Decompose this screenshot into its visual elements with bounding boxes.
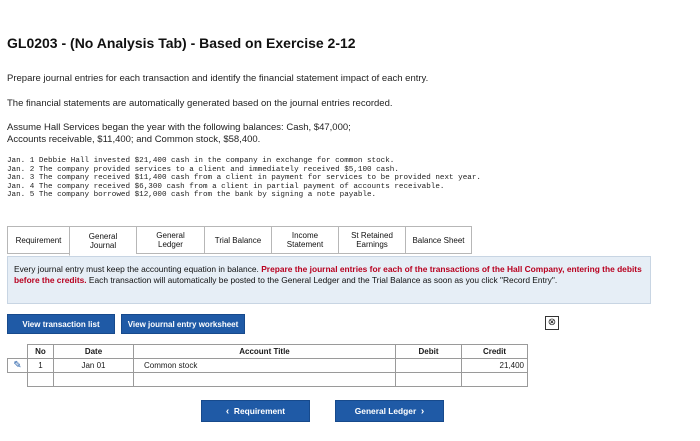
cell-debit — [396, 359, 462, 373]
view-journal-worksheet-button[interactable]: View journal entry worksheet — [121, 314, 245, 334]
edit-column-header — [8, 345, 28, 359]
instruction-line-3b: Accounts receivable, $11,400; and Common stock, $58,400. — [7, 134, 261, 145]
tab-trial-balance[interactable]: Trial Balance — [204, 226, 271, 254]
next-general-ledger-button[interactable]: General Ledger › — [335, 400, 444, 422]
tab-general-ledger[interactable]: General Ledger — [136, 226, 204, 254]
tab-balance-sheet[interactable]: Balance Sheet — [405, 226, 472, 254]
tab-bar — [7, 226, 472, 256]
instruction-box — [7, 256, 651, 304]
cell-empty — [8, 373, 28, 387]
column-header-account: Account Title — [134, 345, 396, 359]
transaction-list — [7, 157, 481, 200]
close-icon[interactable]: ⊗ — [545, 316, 559, 330]
chevron-right-icon: › — [420, 405, 425, 417]
transaction-item: Jan. 1 Debbie Hall invested $21,400 cash in the company in exchange for common stock. — [7, 157, 395, 165]
table-row — [8, 359, 528, 373]
column-header-date: Date — [54, 345, 134, 359]
column-header-debit: Debit — [396, 345, 462, 359]
cell-date: Jan 01 — [54, 359, 134, 373]
cell-account: Common stock — [134, 359, 396, 373]
instruction-line-2: The financial statements are automatically generated based on the journal entries recorded. — [7, 98, 393, 109]
journal-table — [7, 344, 528, 387]
table-row — [8, 373, 528, 387]
instruction-line-3a: Assume Hall Services began the year with the following balances: Cash, $47,000; — [7, 122, 351, 133]
tab-requirement[interactable]: Requirement — [7, 226, 69, 254]
cell-no — [28, 373, 54, 387]
instruction-line-1: Prepare journal entries for each transaction and identify the financial statement impact of each entry. — [7, 73, 429, 84]
transaction-item: Jan. 4 The company received $6,300 cash from a client in partial payment of accounts receivable. — [7, 182, 445, 191]
transaction-item: Jan. 3 The company received $11,400 cash from a client in payment for services to be provided next year. — [7, 174, 481, 183]
transaction-item: Jan. 2 The company provided services to a client and immediately received $5,100 cash. — [7, 165, 399, 174]
previous-requirement-button[interactable]: ‹ Requirement — [201, 400, 310, 422]
edit-pencil-icon[interactable]: ✎ — [8, 359, 28, 373]
table-header-row — [8, 345, 528, 359]
cell-credit — [462, 373, 528, 387]
tab-st-retained-earnings[interactable]: St Retained Earnings — [338, 226, 405, 254]
cell-date — [54, 373, 134, 387]
tab-income-statement[interactable]: Income Statement — [271, 226, 338, 254]
cell-account — [134, 373, 396, 387]
cell-debit — [396, 373, 462, 387]
transaction-item: Jan. 5 The company borrowed $12,000 cash from the bank by signing a note payable. — [7, 191, 377, 200]
column-header-no: No — [28, 345, 54, 359]
chevron-left-icon: ‹ — [225, 405, 230, 417]
cell-no: 1 — [28, 359, 54, 373]
page-title: GL0203 - (No Analysis Tab) - Based on Exercise 2-12 — [7, 35, 356, 51]
tab-general-journal[interactable]: General Journal — [69, 226, 136, 256]
info-text-end: Each transaction will automatically be posted to the General Ledger and the Trial Balance as soon as you click "Record Entry". — [86, 274, 558, 285]
column-header-credit: Credit — [462, 345, 528, 359]
view-transaction-list-button[interactable]: View transaction list — [7, 314, 115, 334]
cell-credit: 21,400 — [462, 359, 528, 373]
info-emphasis: Prepare the journal entries for each of the transactions of the Hall Company, entering the debits before the credits. — [14, 264, 642, 285]
info-text: Every journal entry must keep the accounting equation in balance. — [14, 264, 262, 274]
